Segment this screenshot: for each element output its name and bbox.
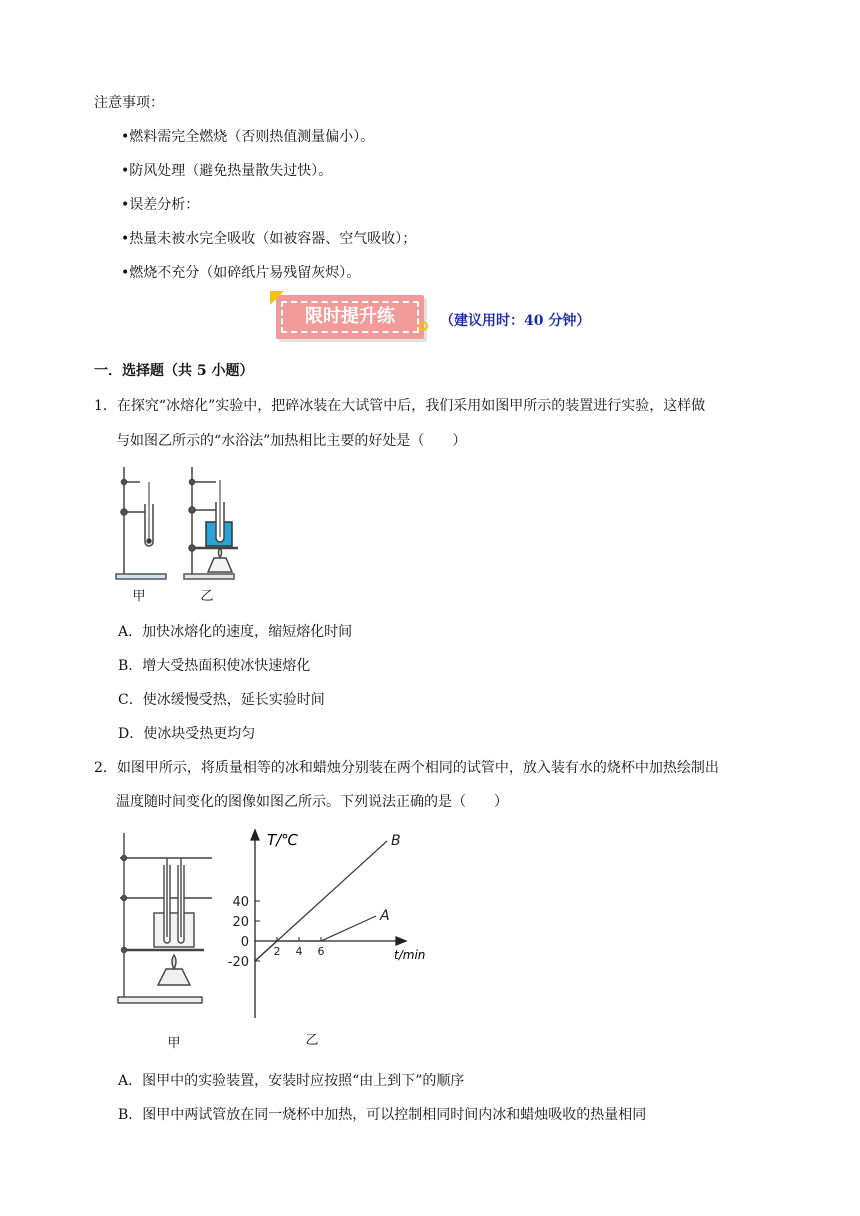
flag-corner-icon <box>270 291 284 305</box>
question-2-stem-line2: 温度随时间变化的图像如图乙所示。下列说法正确的是（ ） <box>116 794 508 810</box>
note-item: •误差分析： <box>121 197 200 213</box>
y-axis-label: T/℃ <box>267 831 299 849</box>
question-1-figure <box>112 462 242 607</box>
question-1-stem-line2: 与如图乙所示的“水浴法”加热相比主要的好处是（ ） <box>116 433 467 449</box>
x-axis-arrow <box>396 937 406 945</box>
x-tick-label: 6 <box>317 945 325 958</box>
section-title: 一．选择题（共 5 小题） <box>94 363 254 379</box>
x-tick-label: 2 <box>273 945 281 958</box>
question-1-stem-line1: 1．在探究“冰熔化”实验中，把碎冰装在大试管中后，我们采用如图甲所示的装置进行实验，这样做 <box>94 398 706 414</box>
figure-label-yi: 乙 <box>200 589 214 604</box>
x-axis-label: t/min <box>394 948 426 962</box>
y-tick-label: 40 <box>232 895 249 910</box>
question-1-option-d[interactable]: D．使冰块受热更均匀 <box>118 726 256 742</box>
recommended-time: （建议用时：40 分钟） <box>440 313 591 329</box>
notes-title: 注意事项： <box>94 95 164 111</box>
y-tick-label: 0 <box>240 935 249 950</box>
question-1-option-b[interactable]: B．增大受热面积使冰快速熔化 <box>118 658 311 674</box>
x-tick-label: 4 <box>295 945 303 958</box>
ring-icon <box>418 321 428 331</box>
practice-banner <box>270 291 432 343</box>
y-tick-label: 20 <box>232 915 249 930</box>
question-1-option-c[interactable]: C．使冰缓慢受热，延长实验时间 <box>118 692 325 708</box>
figure-label-jia: 甲 <box>132 589 146 604</box>
question-2-stem-line1: 2．如图甲所示，将质量相等的冰和蜡烛分别装在两个相同的试管中，放入装有水的烧杯中加热绘制出 <box>94 760 719 776</box>
note-item: •防风处理（避免热量散失过快）。 <box>121 163 333 179</box>
apparatus-jia <box>116 467 166 579</box>
banner-box <box>276 295 424 339</box>
y-axis-arrow <box>251 830 259 840</box>
question-1-option-a[interactable]: A．加快冰熔化的速度，缩短熔化时间 <box>118 624 353 640</box>
series-label-b: B <box>391 833 401 849</box>
figure-label-yi: 乙 <box>305 1033 319 1048</box>
apparatus-yi <box>184 467 238 579</box>
question-2-option-a[interactable]: A．图甲中的实验装置，安装时应按照“由上到下”的顺序 <box>118 1073 465 1089</box>
question-2-apparatus <box>114 825 219 1055</box>
note-item: •燃烧不充分（如碎纸片易残留灰烬）。 <box>121 265 361 281</box>
y-tick-label: -20 <box>227 955 249 970</box>
note-item: •燃料需完全燃烧（否则热值测量偏小）。 <box>121 129 375 145</box>
series-label-a: A <box>380 908 390 924</box>
question-2-option-b[interactable]: B．图甲中两试管放在同一烧杯中加热，可以控制相同时间内冰和蜡烛吸收的热量相同 <box>118 1107 647 1123</box>
figure-label-jia: 甲 <box>167 1036 181 1051</box>
banner-label: 限时提升练 <box>281 301 419 333</box>
note-item: •热量未被水完全吸收（如被容器、空气吸收）； <box>121 231 417 247</box>
temperature-time-chart <box>222 822 432 1057</box>
